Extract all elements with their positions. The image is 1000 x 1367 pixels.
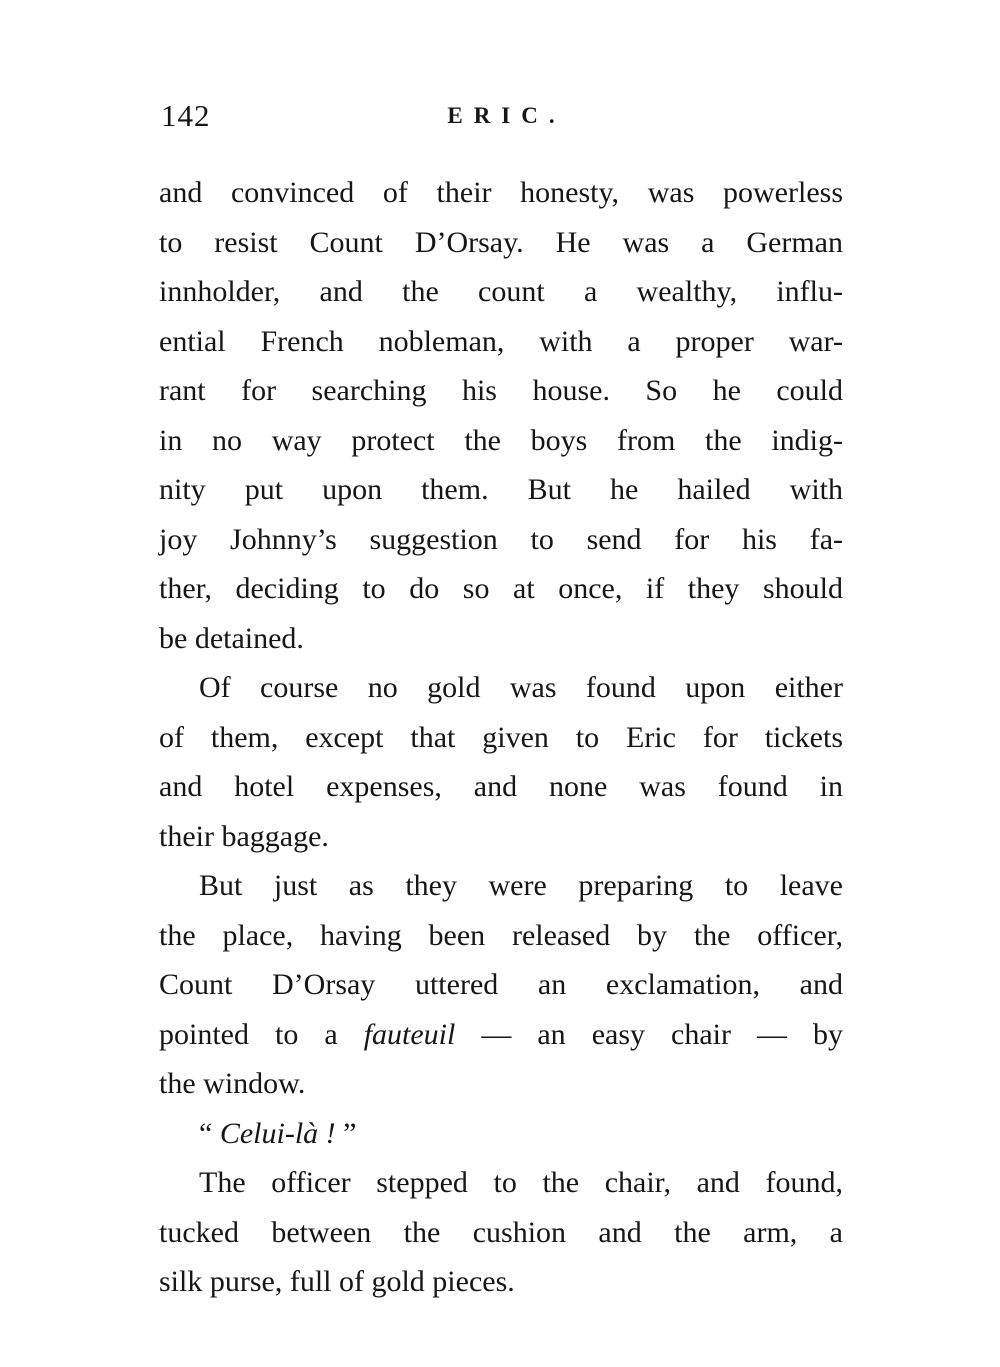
text-line: But just as they were preparing to leave bbox=[199, 869, 843, 902]
paragraph bbox=[159, 1109, 843, 1159]
text-line: Count D’Orsay uttered an exclamation, and bbox=[159, 968, 843, 1001]
text-line: innholder, and the count a wealthy, influ- bbox=[159, 275, 843, 308]
text-line: their baggage. bbox=[159, 819, 329, 853]
paragraph bbox=[159, 861, 843, 1109]
text-line: ther, deciding to do so at once, if they should bbox=[159, 572, 843, 605]
text-line: and convinced of their honesty, was powerless bbox=[159, 176, 843, 209]
page-header bbox=[159, 98, 843, 136]
text-line: and hotel expenses, and none was found in bbox=[159, 770, 843, 803]
text-line: the place, having been released by the officer, bbox=[159, 918, 843, 952]
paragraph bbox=[159, 168, 843, 663]
text-line: Of course no gold was found upon either bbox=[199, 671, 843, 704]
page-body bbox=[159, 168, 843, 1307]
text-line: the window. bbox=[159, 1067, 306, 1100]
text-line: in no way protect the boys from the indig- bbox=[159, 423, 843, 457]
page-number: 142 bbox=[161, 98, 211, 133]
running-head: ERIC. bbox=[447, 103, 566, 128]
text-line: to resist Count D’Orsay. He was a German bbox=[159, 225, 843, 259]
text-line: The officer stepped to the chair, and found, bbox=[199, 1166, 843, 1199]
text-line: joy Johnny’s suggestion to send for his fa- bbox=[159, 522, 843, 556]
paragraph bbox=[159, 663, 843, 861]
text-line: tucked between the cushion and the arm, a bbox=[159, 1215, 843, 1249]
page-content bbox=[159, 98, 843, 1307]
text-line: nity put upon them. But he hailed with bbox=[159, 473, 843, 506]
text-line: of them, except that given to Eric for tickets bbox=[159, 720, 843, 754]
text-line: be detained. bbox=[159, 621, 304, 655]
text-line: ential French nobleman, with a proper war- bbox=[159, 324, 843, 358]
text-line: pointed to a fauteuil — an easy chair — by bbox=[159, 1017, 844, 1051]
text-line: rant for searching his house. So he could bbox=[159, 374, 843, 407]
paragraph bbox=[159, 1158, 843, 1307]
text-line: “ Celui-là ! ” bbox=[199, 1116, 357, 1150]
text-line: silk purse, full of gold pieces. bbox=[159, 1265, 515, 1298]
